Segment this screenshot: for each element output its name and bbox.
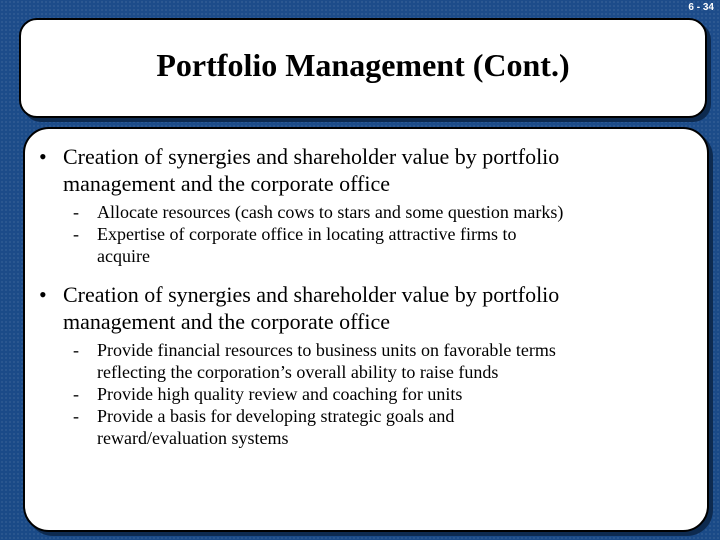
sub-line: Allocate resources (cash cows to stars and some question marks): [97, 202, 564, 222]
bullet-item: [39, 281, 689, 449]
sub-text: [97, 223, 689, 267]
slide-title: Portfolio Management (Cont.): [156, 46, 570, 83]
sub-line: Provide high quality review and coaching for units: [97, 384, 463, 404]
sub-text: [97, 339, 689, 383]
bullet-line: Creation of synergies and shareholder value by portfolio: [63, 144, 560, 169]
bullet-line: management and the corporate office: [63, 171, 390, 196]
sub-item: [73, 201, 689, 223]
bullet-line: management and the corporate office: [63, 309, 390, 334]
bullet-text: [63, 143, 689, 197]
bullet-item: [39, 143, 689, 267]
sub-line: Provide a basis for developing strategic goals and: [97, 406, 455, 426]
sub-item: [73, 339, 689, 383]
sub-line: acquire: [97, 246, 150, 266]
sub-line: Provide financial resources to business units on favorable terms: [97, 340, 556, 360]
sub-line: reward/evaluation systems: [97, 428, 289, 448]
sub-text: [97, 383, 689, 405]
bullet-marker: •: [39, 282, 47, 307]
title-panel: [19, 18, 707, 118]
bullet-text: [63, 281, 689, 335]
sub-list: [63, 201, 689, 267]
sub-item: [73, 405, 689, 449]
sub-item: [73, 223, 689, 267]
sub-list: [63, 339, 689, 449]
dash-marker: -: [73, 202, 79, 222]
slide-number: 6 - 34: [688, 2, 714, 13]
content-panel: [23, 127, 709, 532]
dash-marker: -: [73, 340, 79, 360]
bullet-line: Creation of synergies and shareholder value by portfolio: [63, 282, 560, 307]
dash-marker: -: [73, 384, 79, 404]
sub-line: Expertise of corporate office in locating attractive firms to: [97, 224, 517, 244]
bullet-marker: •: [39, 144, 47, 169]
sub-line: reflecting the corporation’s overall ability to raise funds: [97, 362, 499, 382]
sub-text: [97, 405, 689, 449]
dash-marker: -: [73, 406, 79, 426]
sub-text: [97, 201, 689, 223]
dash-marker: -: [73, 224, 79, 244]
sub-item: [73, 383, 689, 405]
